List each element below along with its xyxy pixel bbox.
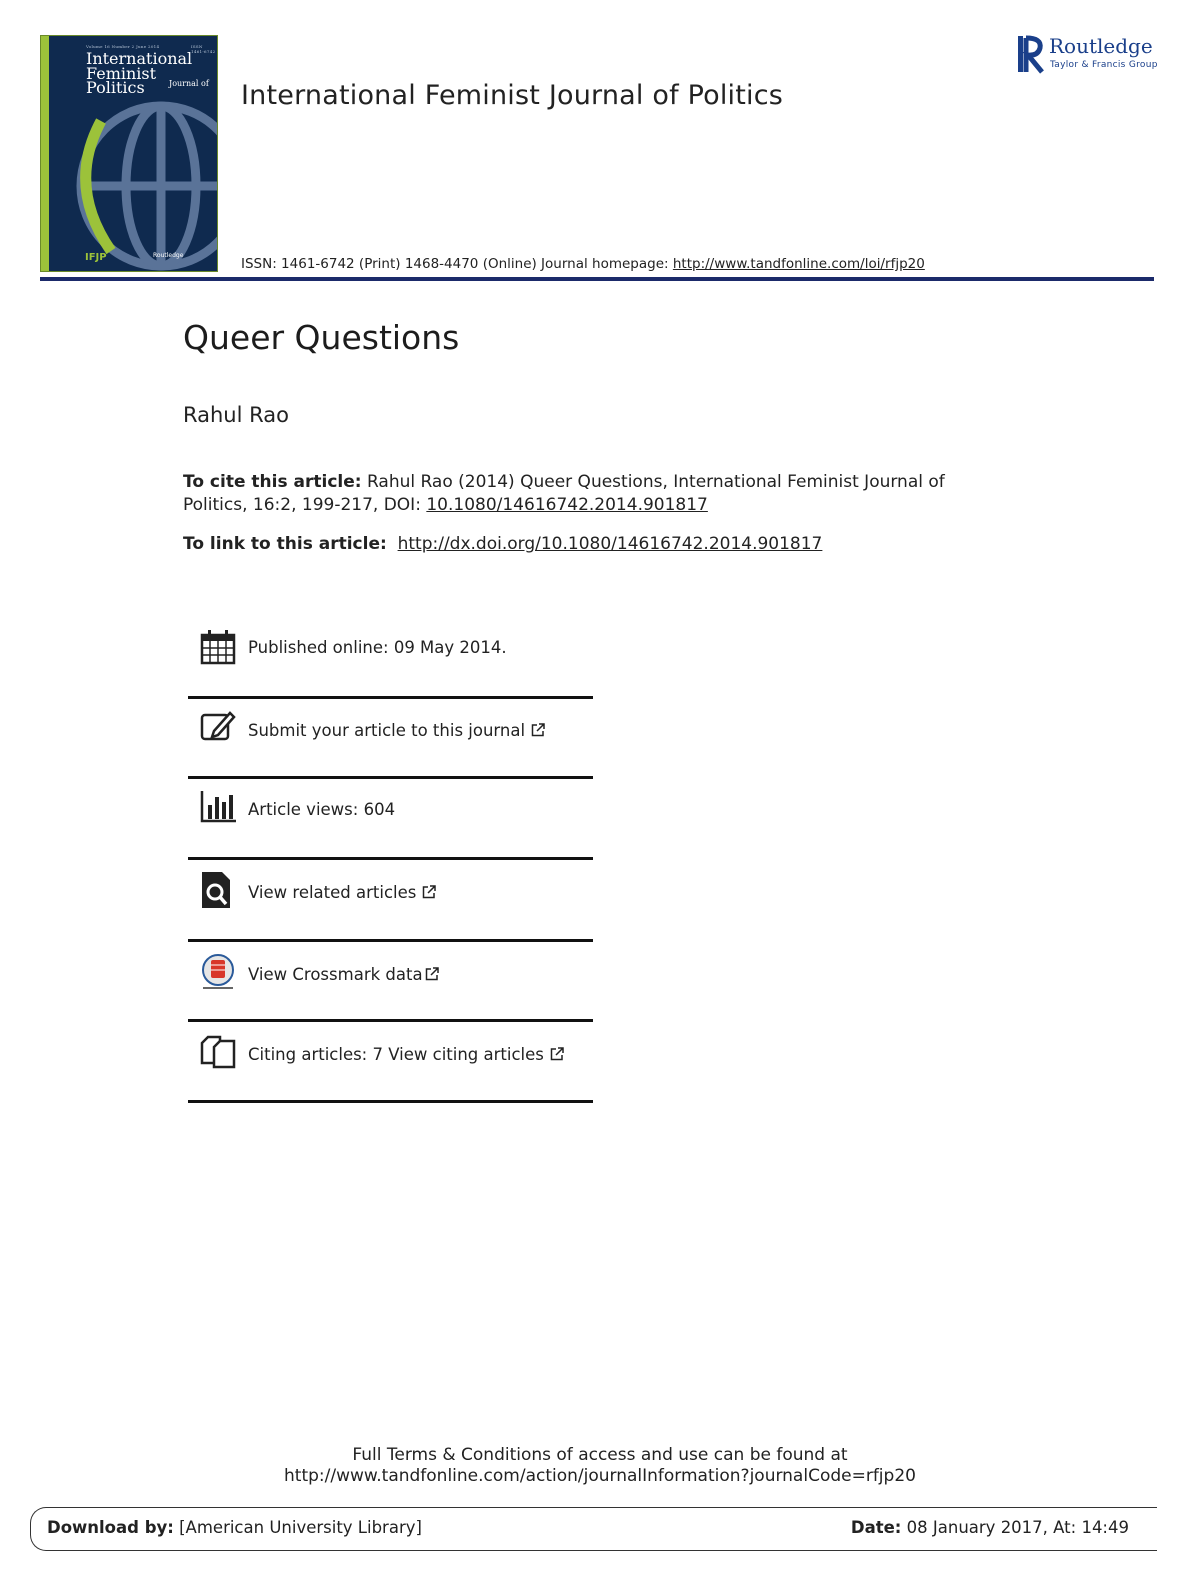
related-articles-link[interactable] <box>248 883 436 902</box>
submit-row[interactable] <box>188 699 593 779</box>
journal-cover-image <box>40 35 218 272</box>
journal-title: International Feminist Journal of Politics <box>241 80 784 111</box>
terms-url[interactable]: http://www.tandfonline.com/action/journalInformation?journalCode=rfjp20 <box>284 1466 916 1486</box>
routledge-logo[interactable] <box>1016 34 1161 76</box>
issn-line <box>241 256 925 272</box>
external-link-icon <box>422 885 436 899</box>
download-institution: [American University Library] <box>173 1518 422 1537</box>
cover-volume: Volume 16 Number 2 June 2014 <box>86 44 160 49</box>
citation-block <box>183 471 983 517</box>
citing-row[interactable] <box>188 1022 593 1102</box>
terms-and-conditions <box>0 1445 1200 1487</box>
external-link-icon <box>531 723 545 737</box>
routledge-r-icon <box>1016 34 1046 74</box>
cover-issn: ISSN 1461-6742 <box>191 44 216 54</box>
calendar-icon <box>200 629 236 665</box>
logo-name: Routledge <box>1049 34 1153 58</box>
cover-subtitle: Journal of <box>169 79 209 88</box>
article-views: Article views: 604 <box>248 800 396 819</box>
submit-article-link[interactable] <box>248 721 545 740</box>
download-info-bar <box>30 1507 1157 1551</box>
date-value: 08 January 2017, At: 14:49 <box>901 1518 1129 1537</box>
cover-abbreviation: IFJP <box>85 252 107 263</box>
crossmark-label: View Crossmark data <box>248 965 423 984</box>
external-link-icon <box>550 1047 564 1061</box>
citing-label: Citing articles: 7 View citing articles <box>248 1045 544 1064</box>
submit-label: Submit your article to this journal <box>248 721 526 740</box>
related-label: View related articles <box>248 883 417 902</box>
views-row <box>188 779 593 859</box>
link-label: To link to this article: <box>183 534 387 554</box>
citing-articles-icon <box>200 1033 236 1069</box>
cite-label: To cite this article: <box>183 472 362 492</box>
crossmark-icon <box>200 954 236 990</box>
logo-tagline: Taylor & Francis Group <box>1050 60 1158 70</box>
terms-line: Full Terms & Conditions of access and use can be found at <box>352 1445 848 1465</box>
crossmark-link[interactable] <box>248 965 439 984</box>
journal-homepage-link[interactable]: http://www.tandfonline.com/loi/rfjp20 <box>672 256 925 272</box>
download-date <box>851 1518 1129 1537</box>
published-date: Published online: 09 May 2014. <box>248 638 507 657</box>
citing-articles-link[interactable] <box>248 1045 564 1064</box>
article-author: Rahul Rao <box>183 403 289 427</box>
crossmark-row[interactable] <box>188 942 593 1022</box>
article-url-link[interactable]: http://dx.doi.org/10.1080/14616742.2014.901817 <box>397 534 823 554</box>
download-label: Download by: <box>47 1518 174 1537</box>
cite-text: Rahul Rao (2014) Queer Questions, International Feminist Journal of Politics, 16:2, 199-217, DOI: <box>183 472 945 515</box>
header-rule <box>40 277 1154 281</box>
doi-link[interactable]: 10.1080/14616742.2014.901817 <box>426 495 708 515</box>
date-label: Date: <box>850 1518 902 1537</box>
downloaded-by <box>47 1518 422 1537</box>
article-title: Queer Questions <box>183 318 460 357</box>
published-row <box>188 617 593 697</box>
related-row[interactable] <box>188 860 593 940</box>
search-document-icon <box>200 872 236 908</box>
edit-icon <box>200 709 236 745</box>
cover-publisher: Routledge <box>153 252 184 259</box>
article-link-block <box>183 533 822 556</box>
external-link-icon <box>425 967 439 981</box>
info-divider <box>188 1100 593 1103</box>
issn-text: ISSN: 1461-6742 (Print) 1468-4470 (Online) Journal homepage: <box>241 256 673 272</box>
bar-chart-icon <box>200 789 236 825</box>
cover-title: International Feminist Politics <box>86 49 193 97</box>
